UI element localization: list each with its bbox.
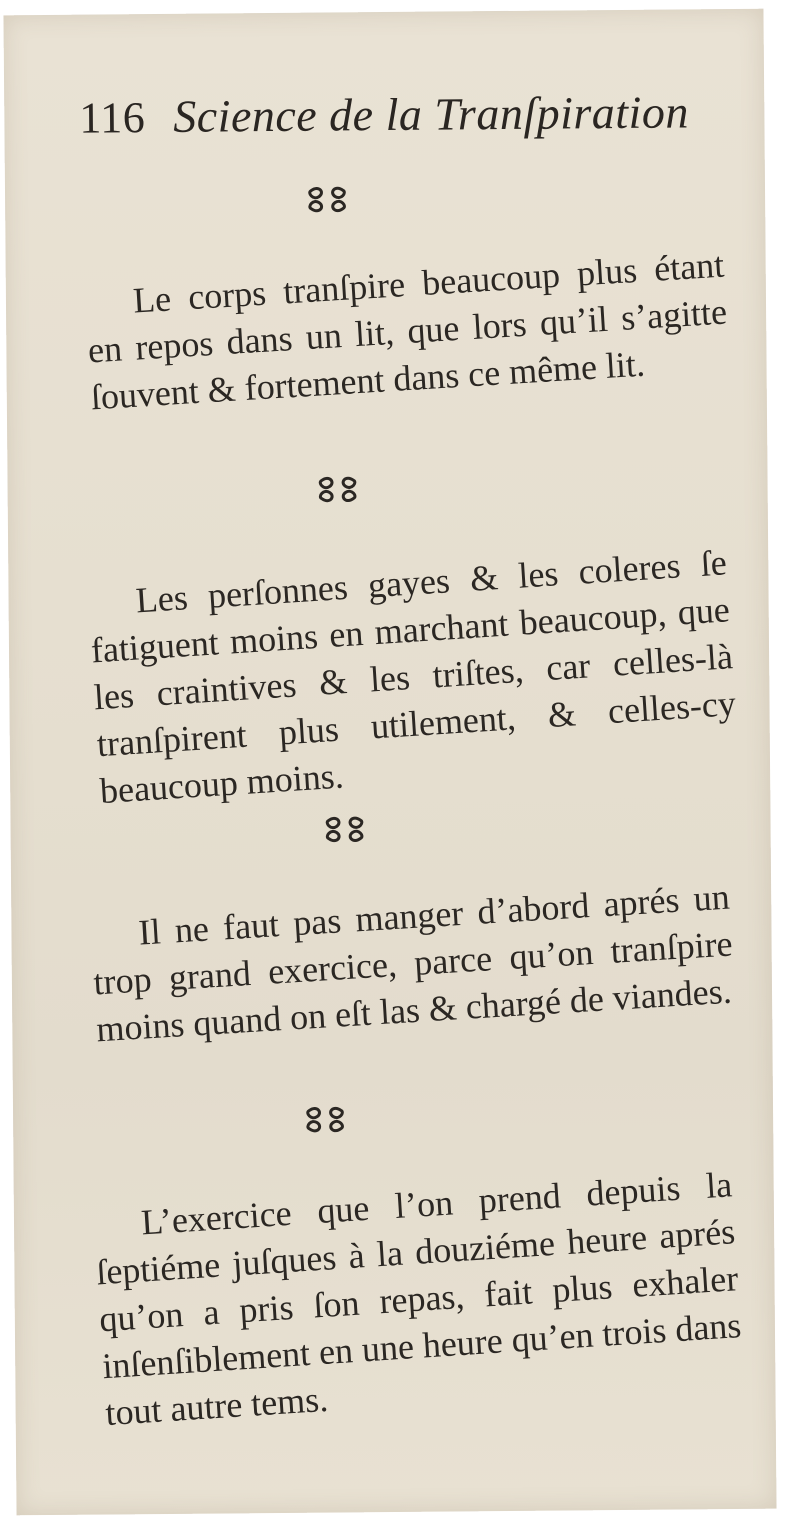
fleuron-ornament-icon <box>303 1102 347 1136</box>
paragraph-4: L’exercice que l’on prend depuis la ſeptiéme juſques à la douziéme heure aprés qu’on a pris ſon repas, fait plus exhaler inſenſiblement en une heure qu’en trois dans tout autre tems. <box>95 1164 743 1434</box>
running-title: Science de la Tranſpiration <box>173 86 690 142</box>
paragraph-1: Le corps tranſpire beaucoup plus étant en repos dans un lit, que lors qu’il s’agitte ſouvent & fortement dans ce même lit. <box>86 244 729 418</box>
fleuron-ornament-icon <box>305 182 349 216</box>
paragraph-3: Il ne faut pas manger d’abord aprés un trop grand exercice, parce qu’on tranſpire moins quand on eſt las & chargé de viandes. <box>92 876 734 1050</box>
fleuron-ornament-icon <box>315 472 359 506</box>
running-header <box>79 85 689 143</box>
paragraph-2: Les perſonnes gayes & les coleres ſe fatiguent moins en marchant beaucoup, que les craintives & les triſtes, car celles-là tranſpirent plus utilement, & celles-cy beaucoup moins. <box>89 542 737 812</box>
page-number: 116 <box>79 93 146 143</box>
book-page <box>3 9 776 1516</box>
fleuron-ornament-icon <box>322 812 366 846</box>
